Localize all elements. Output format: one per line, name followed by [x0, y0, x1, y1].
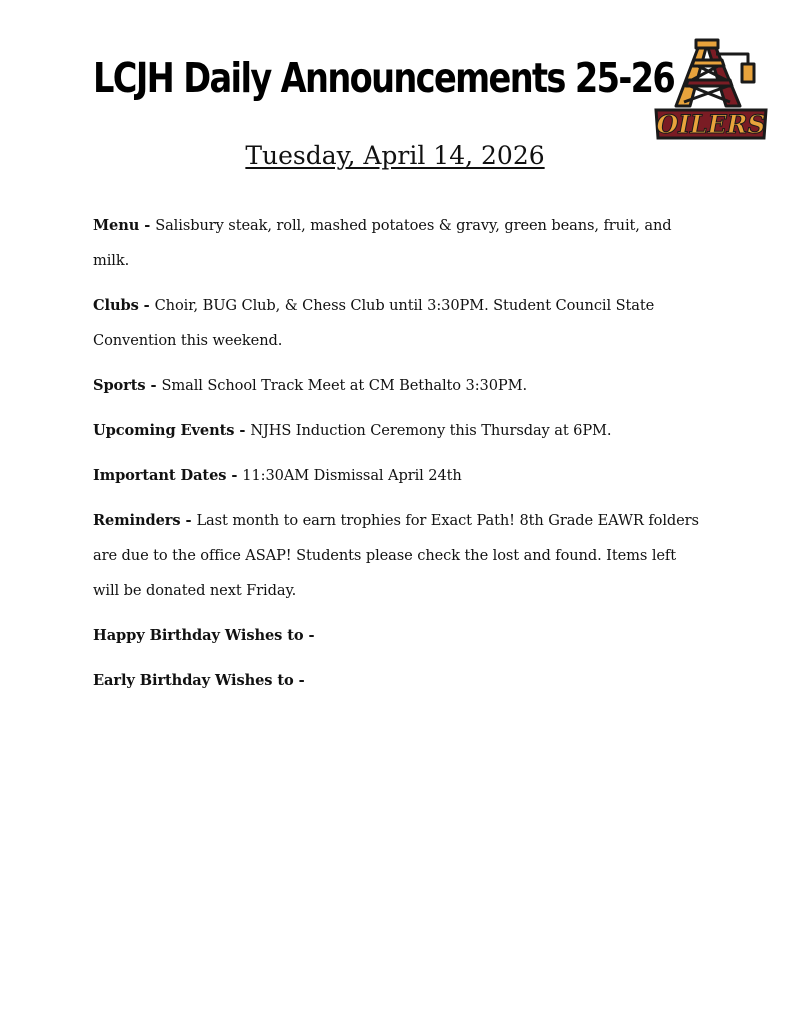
early-birthday-section [93, 663, 705, 698]
upcoming-events-label: Upcoming Events - [93, 422, 251, 439]
menu-section [93, 208, 705, 278]
logo-text: OILERS [656, 110, 766, 139]
reminders-label: Reminders - [93, 512, 197, 529]
sports-text: Small School Track Meet at CM Bethalto 3:30PM. [161, 377, 528, 394]
upcoming-events-section [93, 413, 705, 448]
announcement-date: Tuesday, April 14, 2026 [245, 141, 545, 170]
clubs-text: Choir, BUG Club, & Chess Club until 3:30PM. Student Council State Convention this weekend. [93, 297, 655, 349]
early-birthday-label: Early Birthday Wishes to - [93, 672, 305, 689]
sports-label: Sports - [93, 377, 162, 394]
important-dates-text: 11:30AM Dismissal April 24th [242, 467, 462, 484]
important-dates-label: Important Dates - [93, 467, 243, 484]
menu-text: Salisbury steak, roll, mashed potatoes & gravy, green beans, fruit, and milk. [93, 217, 672, 269]
sports-section [93, 368, 705, 403]
happy-birthday-label: Happy Birthday Wishes to - [93, 627, 315, 644]
menu-label: Menu - [93, 217, 156, 234]
reminders-text: Last month to earn trophies for Exact Path! 8th Grade EAWR folders are due to the office ASAP! Students please check the lost and found. Items left will be donated next Friday. [93, 512, 699, 599]
happy-birthday-section [93, 618, 705, 653]
oilers-logo [650, 36, 772, 142]
important-dates-section [93, 458, 705, 493]
clubs-label: Clubs - [93, 297, 155, 314]
page-title: LCJH Daily Announcements 25-26 [93, 54, 675, 102]
upcoming-events-text: NJHS Induction Ceremony this Thursday at 6PM. [250, 422, 612, 439]
reminders-section [93, 503, 705, 608]
clubs-section [93, 288, 705, 358]
announcement-body [93, 208, 705, 708]
